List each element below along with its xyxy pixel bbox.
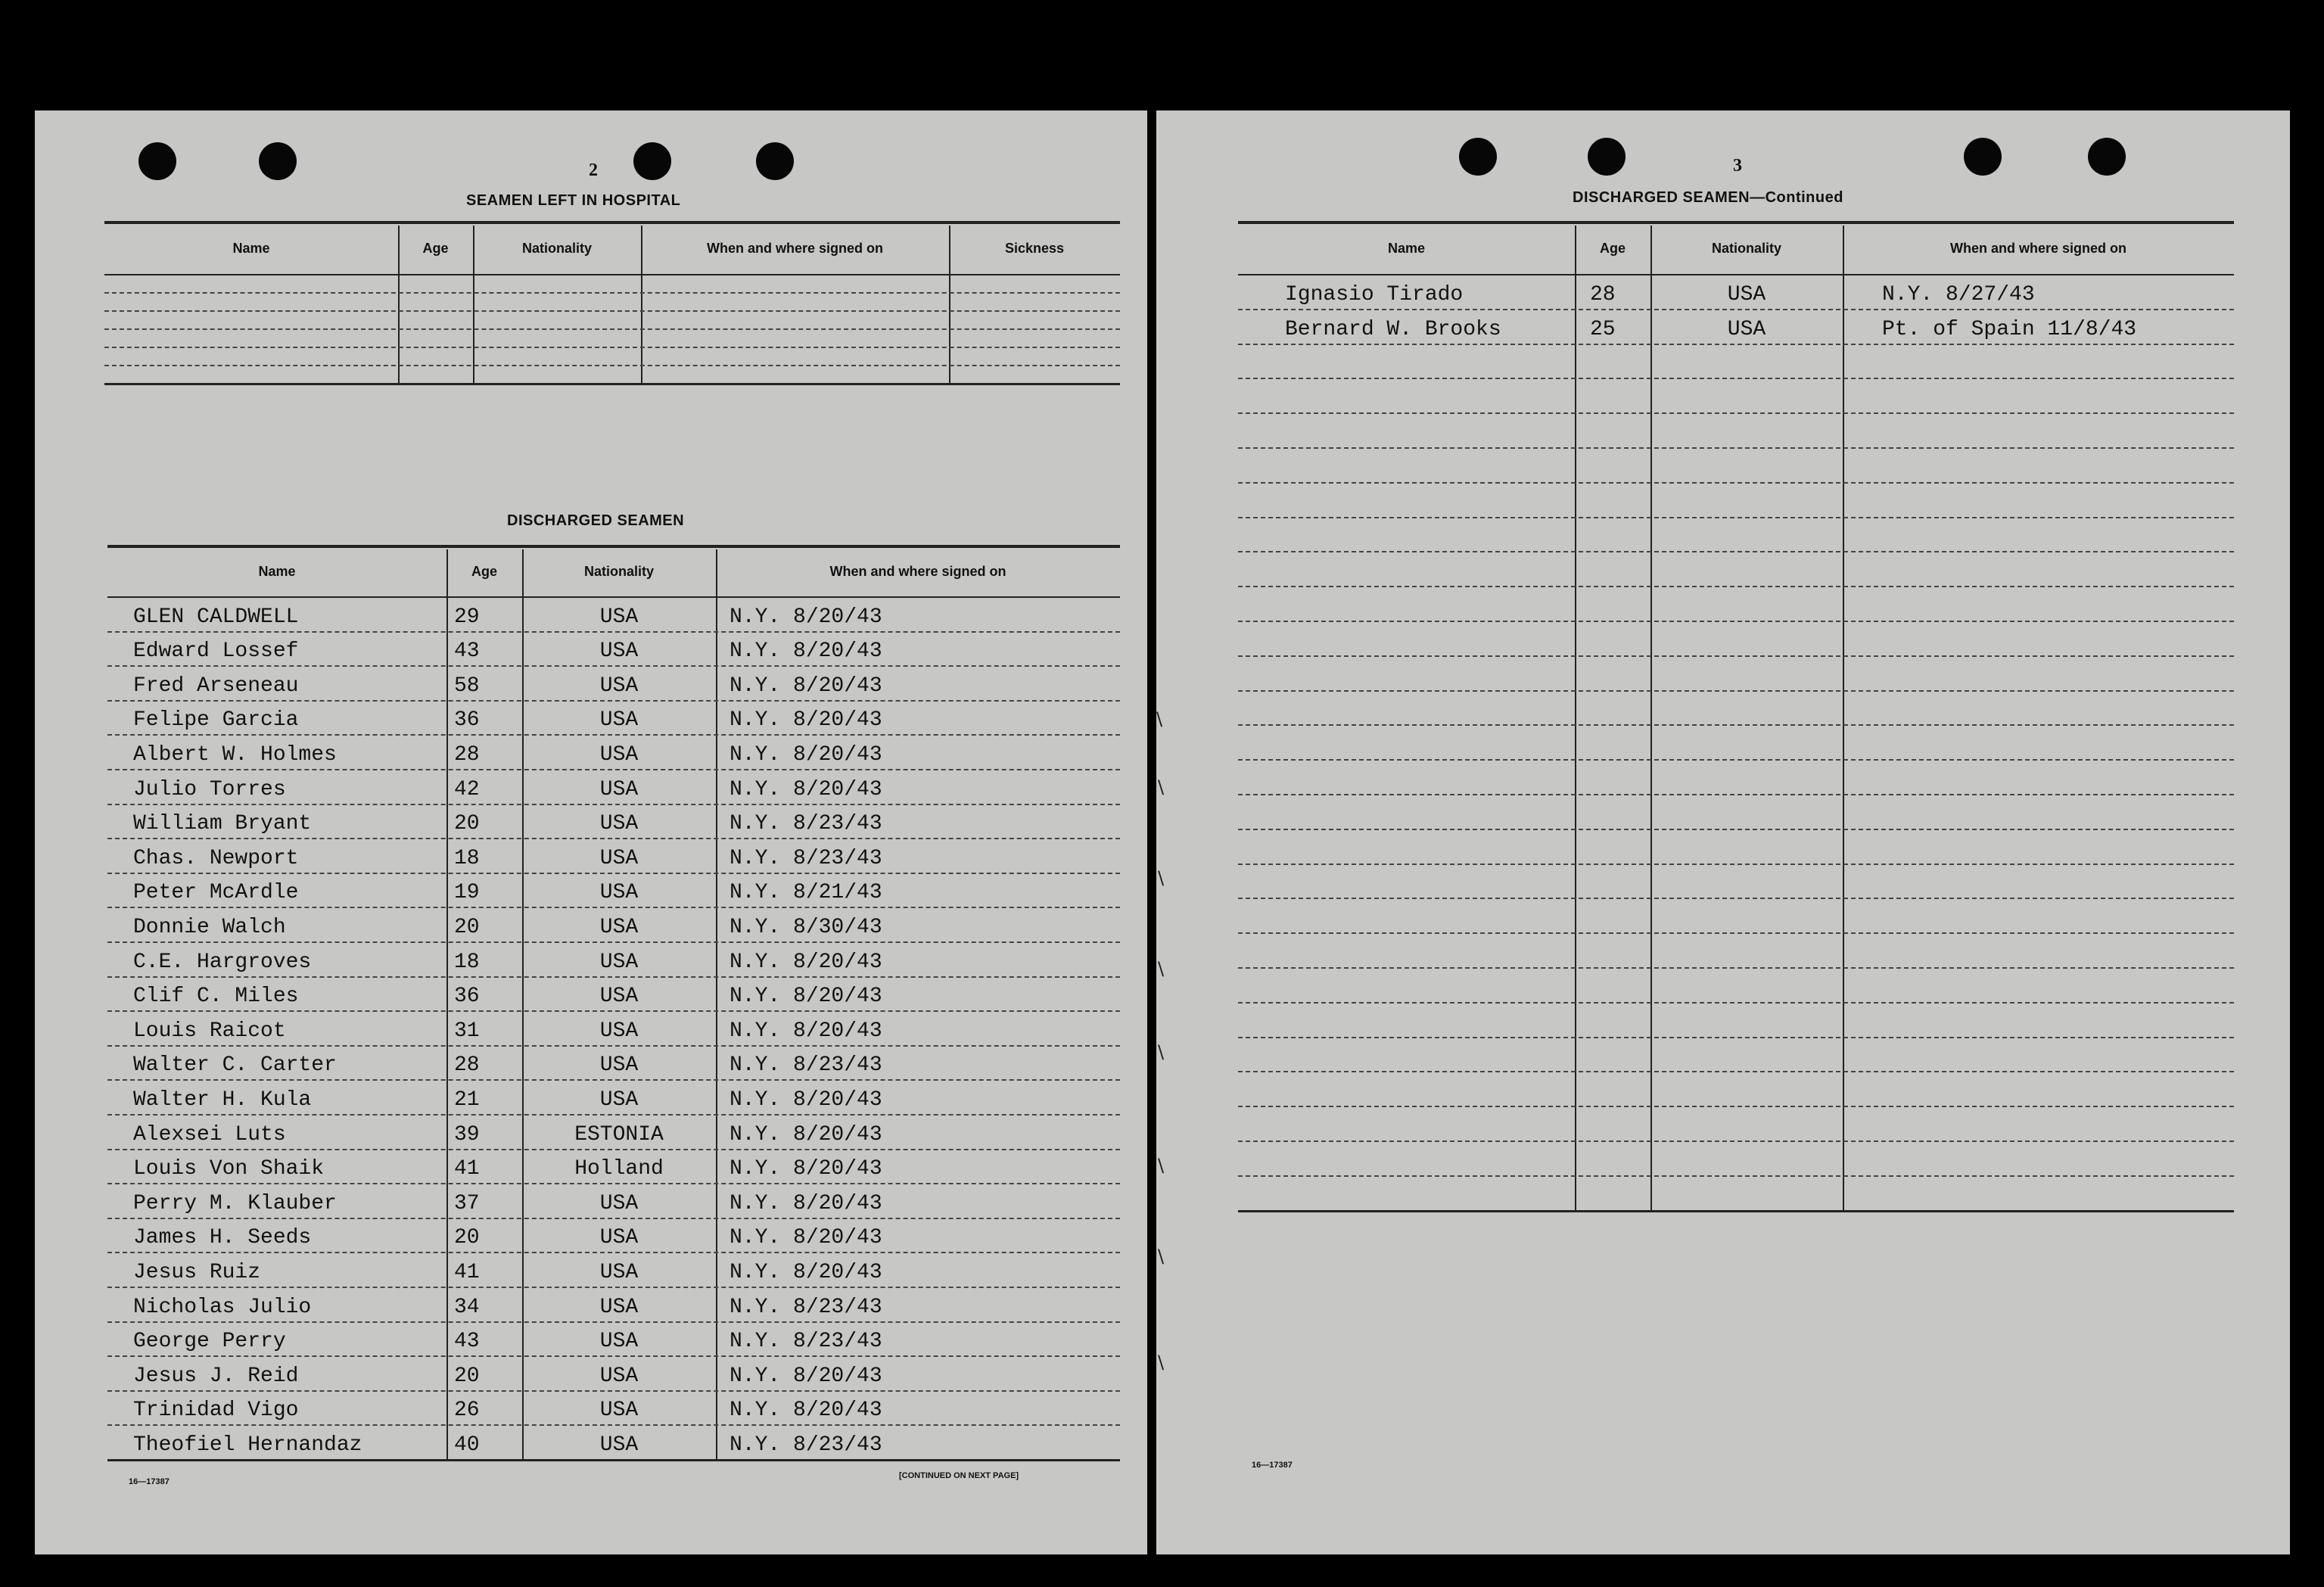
column-header: When and where signed on: [829, 564, 1006, 579]
staple-mark: \: [1158, 1352, 1165, 1373]
column-header: When and where signed on: [1949, 241, 2126, 256]
seaman-nationality: USA: [599, 985, 639, 1009]
header-rule: [104, 274, 1120, 275]
seaman-nationality: USA: [599, 1433, 639, 1457]
row-line: [1238, 794, 2234, 795]
seaman-age: 19: [454, 881, 480, 905]
seaman-age: 20: [454, 916, 480, 939]
column-header: Name: [258, 564, 296, 579]
signed-on: N.Y. 8/20/43: [730, 1364, 882, 1388]
column-header: Name: [1387, 241, 1426, 256]
column-header: Age: [422, 241, 449, 256]
continued-note: [CONTINUED ON NEXT PAGE]: [899, 1471, 1019, 1480]
row-line: [107, 1149, 1120, 1150]
row-line: [107, 769, 1120, 770]
row-line: [107, 734, 1120, 736]
table-bottom-rule: [1238, 1210, 2234, 1212]
seaman-nationality: USA: [599, 1261, 639, 1284]
seaman-age: 31: [454, 1019, 480, 1043]
seaman-age: 34: [454, 1295, 480, 1319]
row-line: [1238, 1175, 2234, 1177]
row-line: [1238, 1106, 2234, 1107]
page-number: 3: [1733, 156, 1742, 176]
hospital-section-title: SEAMEN LEFT IN HOSPITAL: [466, 192, 681, 209]
signed-on: N.Y. 8/23/43: [730, 846, 882, 870]
row-line: [1238, 1002, 2234, 1004]
staple-mark: \: [1158, 867, 1165, 888]
seaman-name: Walter H. Kula: [133, 1088, 312, 1112]
signed-on: N.Y. 8/20/43: [730, 1157, 882, 1181]
seaman-age: 18: [454, 950, 480, 974]
column-divider: [1843, 226, 1844, 1210]
seaman-nationality: USA: [599, 950, 639, 974]
row-line: [107, 1183, 1120, 1184]
discharged-section-title: DISCHARGED SEAMEN: [507, 512, 685, 529]
seaman-age: 42: [454, 777, 480, 801]
signed-on: N.Y. 8/20/43: [730, 1019, 882, 1043]
seaman-age: 29: [454, 605, 480, 629]
seaman-age: 39: [454, 1122, 480, 1147]
seaman-name: GLEN CALDWELL: [133, 605, 299, 629]
row-line: [104, 292, 1120, 294]
seaman-age: 28: [454, 743, 480, 767]
continued-section-title: DISCHARGED SEAMEN—Continued: [1573, 189, 1843, 206]
row-line: [1238, 967, 2234, 969]
signed-on: N.Y. 8/20/43: [730, 605, 882, 629]
row-line: [1238, 898, 2234, 899]
seaman-name: Walter C. Carter: [133, 1053, 337, 1078]
column-header: Nationality: [1711, 241, 1781, 256]
punch-hole: [2088, 138, 2126, 176]
seaman-name: Perry M. Klauber: [133, 1191, 337, 1215]
seaman-age: 20: [454, 812, 480, 836]
signed-on: N.Y. 8/20/43: [730, 1399, 882, 1423]
seaman-name: Ignasio Tirado: [1285, 282, 1464, 307]
punch-hole: [633, 142, 671, 180]
seaman-nationality: USA: [599, 916, 639, 939]
signed-on: N.Y. 8/20/43: [730, 743, 882, 767]
seaman-name: Julio Torres: [133, 777, 286, 801]
seaman-name: Louis Raicot: [133, 1019, 286, 1043]
seaman-age: 20: [454, 1226, 480, 1250]
signed-on: N.Y. 8/20/43: [730, 639, 882, 664]
seaman-name: Felipe Garcia: [133, 708, 299, 733]
seaman-nationality: USA: [599, 1226, 639, 1250]
row-line: [107, 1045, 1120, 1047]
row-line: [107, 873, 1120, 874]
seaman-name: C.E. Hargroves: [133, 950, 312, 974]
row-line: [107, 1079, 1120, 1081]
header-rule: [107, 596, 1120, 598]
column-header: Age: [471, 564, 497, 579]
row-line: [1238, 932, 2234, 934]
seaman-name: Alexsei Luts: [133, 1122, 286, 1147]
row-line: [107, 804, 1120, 805]
row-line: [107, 1010, 1120, 1012]
seaman-nationality: USA: [599, 1191, 639, 1215]
staple-mark: \: [1158, 1246, 1165, 1267]
signed-on: N.Y. 8/23/43: [730, 1053, 882, 1078]
seaman-nationality: Holland: [574, 1157, 664, 1181]
punch-hole: [138, 142, 176, 180]
header-rule: [1238, 274, 2234, 275]
row-line: [107, 1114, 1120, 1116]
row-line: [107, 665, 1120, 667]
column-divider: [1650, 226, 1652, 1210]
form-number: 16—17387: [1252, 1461, 1293, 1470]
seaman-age: 37: [454, 1191, 480, 1215]
column-header: Sickness: [1004, 241, 1065, 256]
seaman-age: 41: [454, 1157, 480, 1181]
seaman-age: 58: [454, 674, 480, 698]
seaman-nationality: USA: [599, 777, 639, 801]
seaman-nationality: USA: [599, 1364, 639, 1388]
row-line: [1238, 482, 2234, 484]
seaman-name: James H. Seeds: [133, 1226, 312, 1250]
row-line: [104, 347, 1120, 348]
signed-on: N.Y. 8/21/43: [730, 881, 882, 905]
staple-mark: \: [1158, 958, 1165, 979]
row-line: [1238, 586, 2234, 587]
column-header: Name: [232, 241, 270, 256]
seaman-name: Edward Lossef: [133, 639, 299, 664]
row-line: [107, 1424, 1120, 1426]
seaman-age: 20: [454, 1364, 480, 1388]
row-line: [107, 1390, 1120, 1392]
seaman-age: 43: [454, 1330, 480, 1354]
row-line: [1238, 690, 2234, 692]
signed-on: N.Y. 8/23/43: [730, 1433, 882, 1457]
seaman-name: Trinidad Vigo: [133, 1399, 299, 1423]
signed-on: N.Y. 8/20/43: [730, 674, 882, 698]
signed-on: N.Y. 8/20/43: [730, 1261, 882, 1284]
row-line: [107, 1321, 1120, 1323]
seaman-nationality: USA: [599, 1330, 639, 1354]
seaman-nationality: USA: [599, 605, 639, 629]
punch-hole: [259, 142, 297, 180]
row-line: [107, 976, 1120, 978]
seaman-age: 36: [454, 985, 480, 1009]
signed-on: N.Y. 8/20/43: [730, 708, 882, 733]
signed-on: N.Y. 8/23/43: [730, 812, 882, 836]
signed-on: N.Y. 8/27/43: [1882, 282, 2035, 307]
row-line: [104, 310, 1120, 312]
seaman-nationality: USA: [599, 812, 639, 836]
row-line: [107, 1252, 1120, 1253]
row-line: [107, 941, 1120, 943]
row-line: [1238, 517, 2234, 518]
seaman-age: 40: [454, 1433, 480, 1457]
seaman-name: Louis Von Shaik: [133, 1157, 325, 1181]
seaman-nationality: USA: [599, 1019, 639, 1043]
row-line: [1238, 344, 2234, 345]
column-divider: [446, 549, 448, 1459]
row-line: [1238, 829, 2234, 830]
table-bottom-rule: [104, 383, 1120, 385]
signed-on: N.Y. 8/23/43: [730, 1295, 882, 1319]
table-top-rule: [104, 221, 1120, 224]
seaman-name: Nicholas Julio: [133, 1295, 312, 1319]
row-line: [1238, 447, 2234, 449]
page-number: 2: [589, 160, 598, 180]
row-line: [107, 1218, 1120, 1219]
seaman-name: Chas. Newport: [133, 846, 299, 870]
row-line: [1238, 655, 2234, 657]
signed-on: N.Y. 8/20/43: [730, 950, 882, 974]
seaman-nationality: USA: [599, 639, 639, 664]
row-line: [1238, 864, 2234, 865]
row-line: [1238, 551, 2234, 552]
table-bottom-rule: [107, 1459, 1120, 1461]
form-number: 16—17387: [129, 1477, 170, 1486]
seaman-name: William Bryant: [133, 812, 312, 836]
seaman-name: Jesus J. Reid: [133, 1364, 299, 1388]
staple-mark: \: [1158, 1041, 1165, 1063]
seaman-name: Albert W. Holmes: [133, 743, 337, 767]
signed-on: N.Y. 8/20/43: [730, 1226, 882, 1250]
row-line: [1238, 724, 2234, 726]
seaman-nationality: ESTONIA: [574, 1122, 664, 1147]
seaman-age: 21: [454, 1088, 480, 1112]
punch-hole: [1459, 138, 1497, 176]
staple-mark: \: [1156, 708, 1163, 730]
punch-hole: [1588, 138, 1626, 176]
seaman-name: Peter McArdle: [133, 881, 299, 905]
signed-on: N.Y. 8/30/43: [730, 916, 882, 939]
punch-hole: [756, 142, 794, 180]
signed-on: N.Y. 8/23/43: [730, 1330, 882, 1354]
table-top-rule: [107, 545, 1120, 548]
row-line: [107, 631, 1120, 633]
table-top-rule: [1238, 221, 2234, 224]
seaman-age: 41: [454, 1261, 480, 1284]
row-line: [1238, 759, 2234, 761]
row-line: [1238, 412, 2234, 414]
seaman-name: Theofiel Hernandaz: [133, 1433, 362, 1457]
seaman-nationality: USA: [599, 881, 639, 905]
seaman-nationality: USA: [599, 743, 639, 767]
right-page: [1156, 110, 2290, 1554]
seaman-age: 43: [454, 639, 480, 664]
seaman-nationality: USA: [1727, 282, 1766, 307]
row-line: [1238, 1071, 2234, 1072]
seaman-age: 28: [1590, 282, 1616, 307]
seaman-nationality: USA: [599, 1399, 639, 1423]
left-page: [35, 110, 1147, 1554]
column-divider: [716, 549, 717, 1459]
seaman-age: 18: [454, 846, 480, 870]
seaman-name: Jesus Ruiz: [133, 1261, 261, 1284]
column-header: When and where signed on: [706, 241, 883, 256]
seaman-age: 36: [454, 708, 480, 733]
signed-on: N.Y. 8/20/43: [730, 1122, 882, 1147]
column-header: Age: [1599, 241, 1626, 256]
row-line: [107, 907, 1120, 908]
row-line: [107, 700, 1120, 702]
seaman-name: Clif C. Miles: [133, 985, 299, 1009]
seaman-nationality: USA: [599, 1053, 639, 1078]
row-line: [104, 328, 1120, 330]
row-line: [107, 838, 1120, 839]
column-header: Nationality: [521, 241, 592, 256]
seaman-nationality: USA: [599, 846, 639, 870]
signed-on: N.Y. 8/20/43: [730, 1088, 882, 1112]
row-line: [107, 1287, 1120, 1288]
seaman-nationality: USA: [599, 1295, 639, 1319]
seaman-age: 26: [454, 1399, 480, 1423]
seaman-nationality: USA: [1727, 317, 1766, 341]
column-divider: [1575, 226, 1576, 1210]
row-line: [1238, 1140, 2234, 1142]
staple-mark: \: [1158, 1155, 1165, 1176]
staple-mark: \: [1158, 776, 1165, 798]
seaman-name: George Perry: [133, 1330, 286, 1354]
signed-on: N.Y. 8/20/43: [730, 1191, 882, 1215]
row-line: [1238, 1037, 2234, 1038]
row-line: [107, 1355, 1120, 1357]
row-line: [1238, 309, 2234, 310]
seaman-age: 25: [1590, 317, 1616, 341]
column-header: Nationality: [583, 564, 654, 579]
seaman-name: Donnie Walch: [133, 916, 286, 939]
seaman-nationality: USA: [599, 708, 639, 733]
row-line: [1238, 621, 2234, 622]
row-line: [1238, 378, 2234, 379]
signed-on: Pt. of Spain 11/8/43: [1882, 317, 2137, 341]
seaman-name: Bernard W. Brooks: [1285, 317, 1501, 341]
seaman-age: 28: [454, 1053, 480, 1078]
signed-on: N.Y. 8/20/43: [730, 985, 882, 1009]
seaman-nationality: USA: [599, 674, 639, 698]
seaman-name: Fred Arseneau: [133, 674, 299, 698]
seaman-nationality: USA: [599, 1088, 639, 1112]
punch-hole: [1964, 138, 2002, 176]
signed-on: N.Y. 8/20/43: [730, 777, 882, 801]
row-line: [104, 365, 1120, 366]
